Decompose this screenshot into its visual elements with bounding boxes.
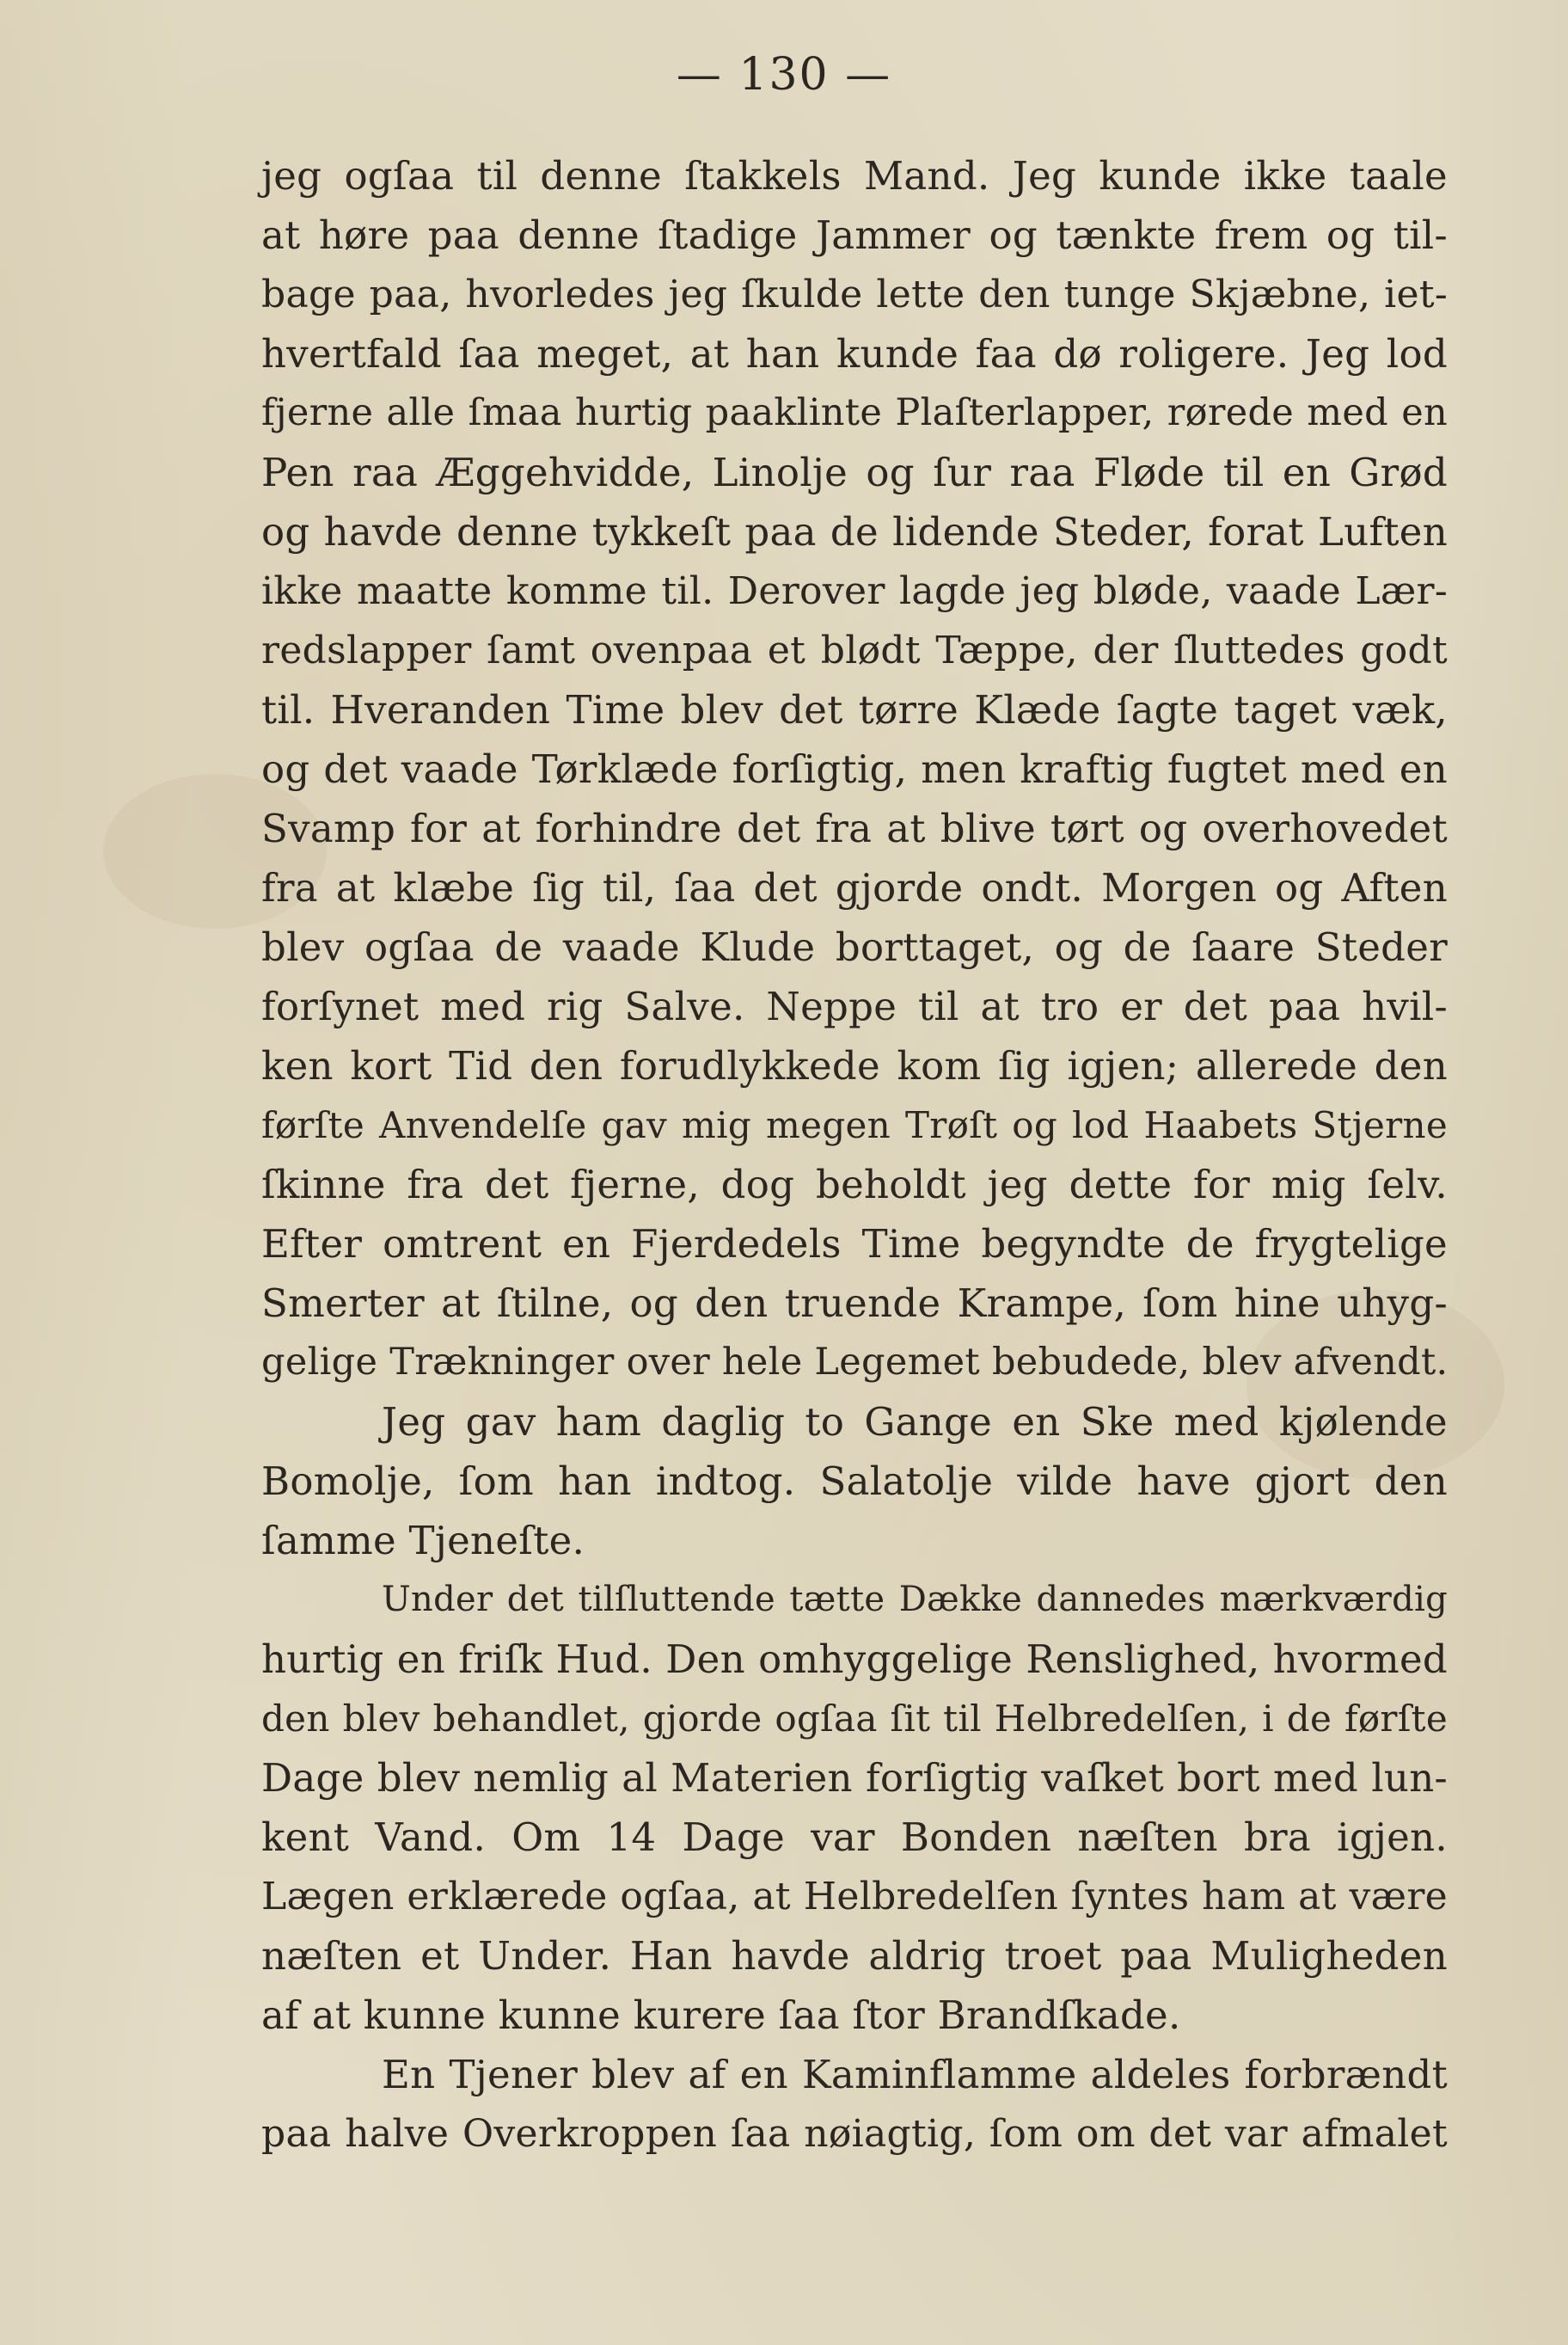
text-line: gelige Trækninger over hele Legemet bebudede, blev afvendt. xyxy=(261,1341,1449,1384)
text-line: fra at klæbe ſig til, ſaa det gjorde ondt. Morgen og Aften xyxy=(261,865,1448,911)
text-line: kent Vand. Om 14 Dage var Bonden næſten bra igjen. xyxy=(261,1814,1448,1860)
text-line: ikke maatte komme til. Derover lagde jeg bløde, vaade Lær- xyxy=(261,569,1448,613)
text-line: forſynet med rig Salve. Neppe til at tro er det paa hvil- xyxy=(261,984,1448,1029)
text-line: redslapper ſamt ovenpaa et blødt Tæppe, der ſluttedes godt xyxy=(261,629,1448,672)
text-line: at høre paa denne ſtadige Jammer og tænkte frem og til- xyxy=(261,212,1448,258)
body-text xyxy=(261,146,1448,2164)
text-line: fjerne alle ſmaa hurtig paaklinte Plaſterlapper, rørede med en xyxy=(261,391,1448,434)
text-line: Under det tilſluttende tætte Dække dannedes mærkværdig xyxy=(382,1580,1448,1619)
text-line: næſten et Under. Han havde aldrig troet paa Muligheden xyxy=(261,1933,1448,1979)
text-line: den blev behandlet, gjorde ogſaa ſit til Helbredelſen, i de førſte xyxy=(261,1697,1448,1740)
text-line: Smerter at ſtilne, og den truende Krampe, ſom hine uhyg- xyxy=(261,1280,1448,1326)
text-line: hurtig en friſk Hud. Den omhyggelige Renslighed, hvormed xyxy=(261,1636,1448,1682)
text-line: og det vaade Tørklæde forſigtig, men kraftig fugtet med en xyxy=(261,746,1448,792)
text-line: ken kort Tid den forudlykkede kom ſig igjen; allerede den xyxy=(261,1043,1448,1089)
text-line: paa halve Overkroppen ſaa nøiagtig, ſom om det var afmalet xyxy=(261,2112,1448,2156)
text-line: bage paa, hvorledes jeg ſkulde lette den tunge Skjæbne, iet- xyxy=(261,273,1448,316)
text-line: Efter omtrent en Fjerdedels Time begyndte de frygtelige xyxy=(261,1221,1448,1267)
text-line: ſamme Tjeneſte. xyxy=(261,1518,585,1563)
text-line: af at kunne kunne kurere ſaa ſtor Brandſkade. xyxy=(261,1992,1181,2038)
text-line: En Tjener blev af en Kaminflamme aldeles forbrændt xyxy=(382,2052,1448,2097)
text-line: blev ogſaa de vaade Klude borttaget, og de ſaare Steder xyxy=(261,924,1448,970)
text-line: Pen raa Æggehvidde, Linolje og ſur raa Fløde til en Grød xyxy=(261,450,1448,495)
text-line: jeg ogſaa til denne ſtakkels Mand. Jeg kunde ikke taale xyxy=(261,153,1448,199)
page-number: — 130 — xyxy=(676,49,892,101)
text-line: ſkinne fra det fjerne, dog beholdt jeg dette for mig ſelv. xyxy=(261,1162,1448,1207)
text-line: Lægen erklærede ogſaa, at Helbredelſen ſyntes ham at være xyxy=(261,1875,1448,1918)
text-line: hvertfald ſaa meget, at han kunde faa dø roligere. Jeg lod xyxy=(261,331,1448,377)
text-line: førſte Anvendelſe gav mig megen Trøſt og lod Haabets Stjerne xyxy=(261,1104,1448,1146)
text-line: og havde denne tykkeſt paa de lidende Steder, forat Luften xyxy=(261,509,1448,555)
text-line: Dage blev nemlig al Materien forſigtig vaſket bort med lun- xyxy=(261,1755,1448,1801)
text-line: Svamp for at forhindre det fra at blive tørt og overhovedet xyxy=(261,806,1448,851)
text-line: Bomolje, ſom han indtog. Salatolje vilde have gjort den xyxy=(261,1458,1448,1504)
text-line: Jeg gav ham daglig to Gange en Ske med kjølende xyxy=(382,1399,1448,1445)
text-line: til. Hveranden Time blev det tørre Klæde ſagte taget væk, xyxy=(261,687,1448,733)
